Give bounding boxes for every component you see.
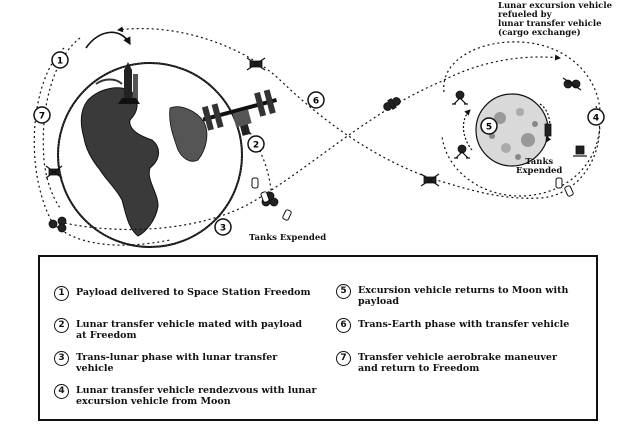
legend-number: 3	[54, 351, 69, 366]
marker-2	[248, 136, 264, 152]
legend-text-line: Lunar transfer vehicle rendezvous with lunar	[76, 385, 317, 396]
tanks-expended-line: Expended	[516, 166, 563, 176]
legend-text-line: and return to Freedom	[358, 363, 480, 374]
legend-item-5	[336, 285, 568, 307]
tanks-expended-line: Tanks	[525, 157, 554, 167]
legend-number: 2	[54, 318, 69, 333]
earth-globe-icon	[58, 63, 242, 247]
legend-text-line: Transfer vehicle aerobrake maneuver	[358, 352, 557, 363]
legend-item-7	[336, 352, 557, 374]
svg-text:7: 7	[38, 111, 46, 122]
tanks-expended-label-moon	[516, 158, 562, 176]
legend-number: 1	[54, 286, 69, 301]
legend-number: 6	[336, 318, 351, 333]
marker-7	[34, 107, 50, 123]
legend-text-line: Lunar transfer vehicle mated with payload	[76, 319, 303, 330]
marker-4	[588, 109, 604, 125]
svg-text:1: 1	[56, 56, 64, 67]
spacecraft-icon	[452, 91, 468, 104]
legend-item-2	[54, 319, 302, 341]
refuel-note-line: lunar transfer vehicle	[498, 19, 602, 29]
spacecraft-icon	[545, 124, 551, 136]
legend-text	[76, 352, 277, 374]
tanks-expended-label: Tanks Expended	[249, 233, 327, 243]
legend-text-line: Payload delivered to Space Station Freedom	[76, 287, 311, 298]
legend-box	[38, 255, 598, 421]
fuel-tank-icon	[252, 178, 258, 188]
marker-1	[52, 52, 68, 68]
marker-3	[215, 219, 231, 235]
refuel-note	[498, 2, 612, 38]
spacecraft-icon	[382, 95, 403, 113]
legend-text	[76, 287, 311, 298]
legend-text-line: Trans-lunar phase with lunar transfer	[76, 352, 278, 363]
refuel-note-line: refueled by	[498, 10, 552, 20]
legend-number: 5	[336, 284, 351, 299]
spacecraft-icon	[421, 174, 439, 186]
svg-text:6: 6	[312, 96, 320, 107]
legend-text-line: excursion vehicle from Moon	[76, 396, 231, 407]
refuel-note-line: Lunar excursion vehicle	[498, 1, 612, 11]
legend-text-line: payload	[358, 296, 400, 307]
legend-number: 7	[336, 351, 351, 366]
legend-text-line: vehicle	[76, 363, 114, 374]
marker-6	[308, 92, 324, 108]
legend-text-line: at Freedom	[76, 330, 137, 341]
launch-arrow	[86, 32, 130, 48]
legend-item-1	[54, 287, 311, 301]
legend-text	[358, 352, 557, 374]
spacecraft-icon	[454, 145, 470, 158]
spacecraft-icon	[49, 217, 66, 232]
legend-text-line: Trans-Earth phase with transfer vehicle	[358, 319, 570, 330]
legend-item-6	[336, 319, 569, 333]
marker-5	[481, 118, 497, 134]
fuel-tank-icon	[282, 209, 292, 221]
spacecraft-icon	[563, 78, 581, 90]
legend-number: 4	[54, 384, 69, 399]
legend-text-line: Excursion vehicle returns to Moon with	[358, 285, 569, 296]
svg-text:4: 4	[592, 113, 600, 124]
legend-text	[358, 319, 569, 330]
legend-text	[76, 319, 302, 341]
svg-text:2: 2	[252, 140, 260, 151]
legend-item-3	[54, 352, 277, 374]
spacecraft-icon	[247, 58, 265, 70]
fuel-tank-icon	[564, 185, 574, 197]
lunar-ascent-arrow	[463, 110, 472, 150]
legend-text	[76, 385, 316, 407]
spacecraft-icon	[573, 146, 587, 156]
legend-text	[358, 285, 568, 307]
fuel-tank-icon	[556, 178, 562, 188]
refuel-note-line: (cargo exchange)	[498, 28, 581, 38]
svg-text:5: 5	[485, 122, 493, 133]
svg-text:3: 3	[219, 223, 227, 234]
legend-item-4	[54, 385, 316, 407]
